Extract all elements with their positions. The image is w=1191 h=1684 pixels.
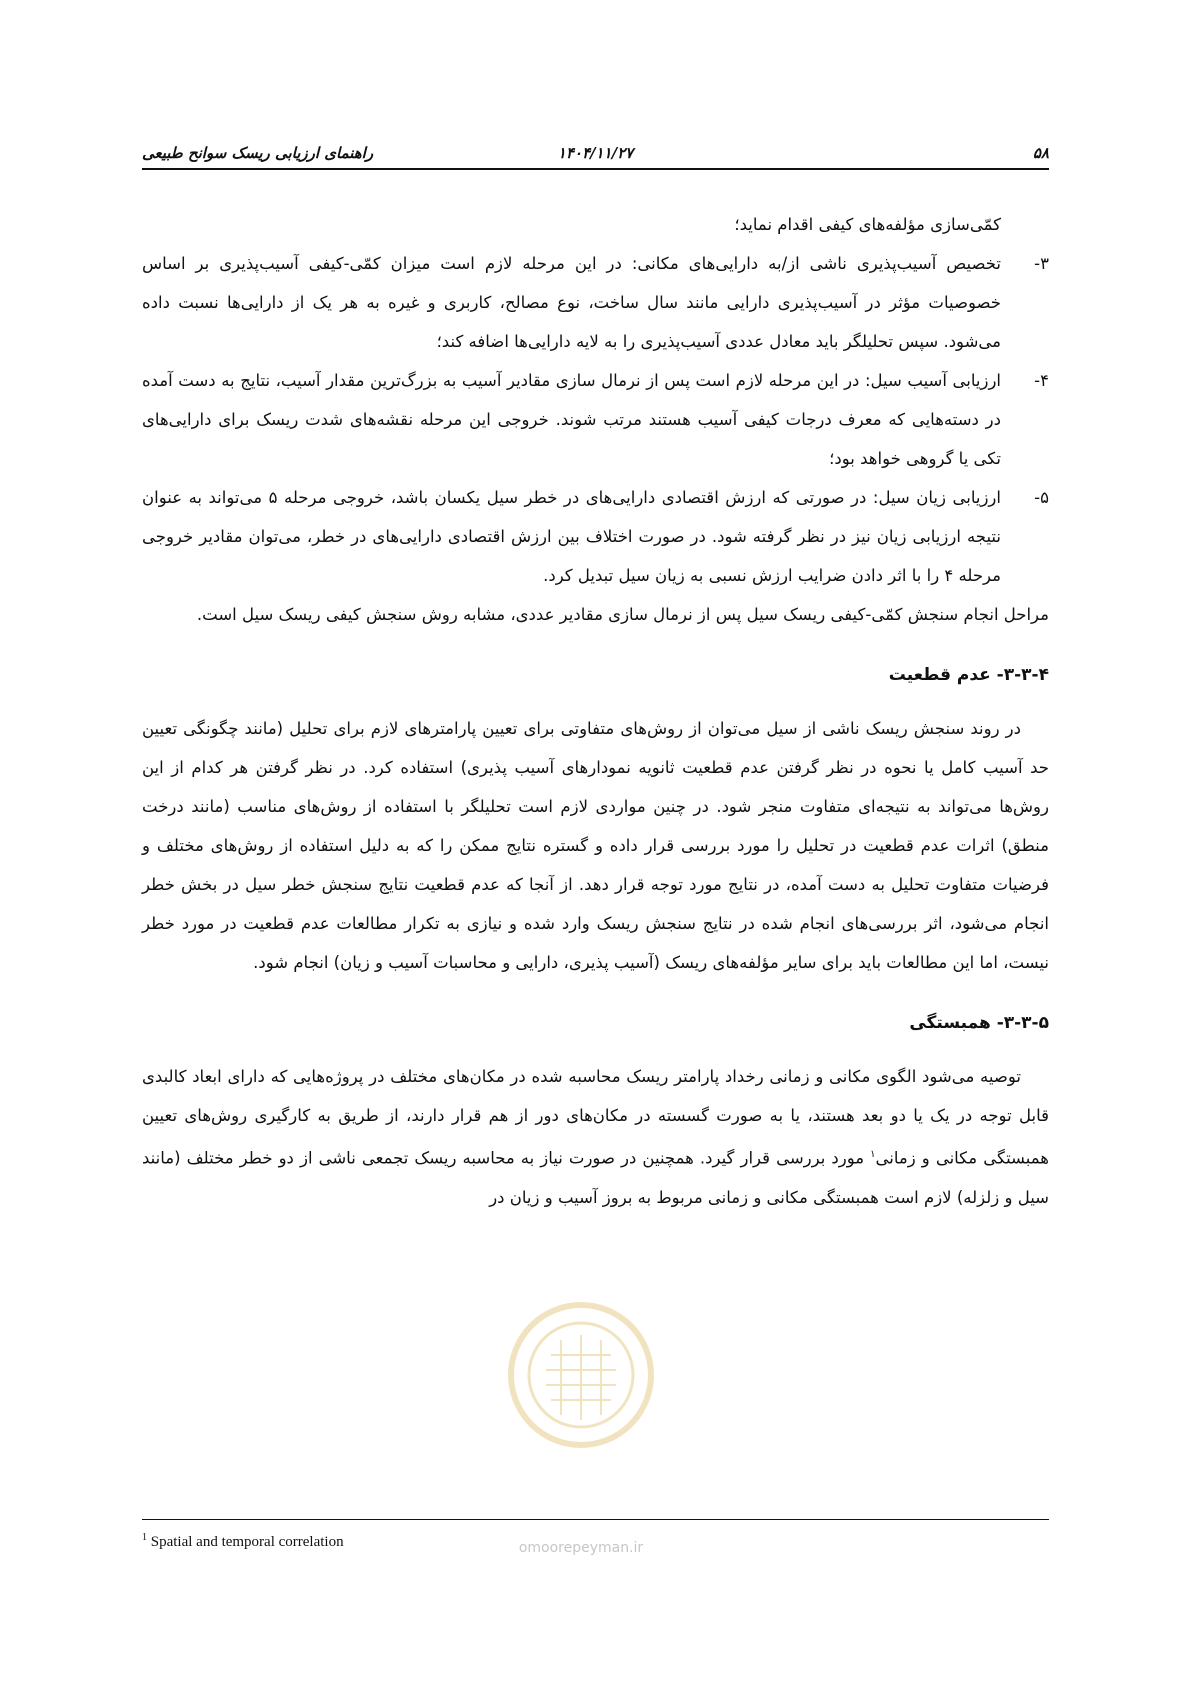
- correlation-text-part2: مورد بررسی قرار گیرد. همچنین در صورت نیاز به محاسبه ریسک تجمعی ناشی از دو خطر مختلف (مانند سیل و زلزله) لازم است همبستگی مکانی و زمانی مربوط به بروز آسیب و زیان در: [142, 1148, 1049, 1207]
- footnote-marker: 1: [142, 1532, 147, 1543]
- seal-logo-icon: [496, 1285, 666, 1465]
- page-number: ۵۸: [1032, 144, 1049, 162]
- header-date: ۱۴۰۴/۱۱/۲۷: [557, 144, 634, 162]
- section-title-uncertainty: ۳-۳-۴- عدم قطعیت: [888, 665, 1049, 685]
- list-item: [142, 478, 1049, 595]
- list-item-text: ارزیابی زیان سیل: در صورتی که ارزش اقتصادی دارایی‌های در خطر سیل یکسان باشد، خروجی مرحله ۵ می‌تواند به عنوان نتیجه ارزیابی زیان نیز در نظر گرفته شود. در صورت اختلاف بین ارزش اقتصادی دارایی‌های در خطر، می‌توان مقادیر خروجی مرحله ۴ را با اثر دادن ضرایب ارزش نسبی به زیان سیل تبدیل کرد.: [142, 488, 1001, 585]
- header-title: راهنمای ارزیابی ریسک سوانح طبیعی: [142, 144, 374, 162]
- header-divider: [142, 168, 1049, 170]
- section-title-correlation: ۳-۳-۵- همبستگی: [909, 1013, 1049, 1033]
- list-item: [142, 244, 1049, 361]
- section-text-uncertainty: در روند سنجش ریسک ناشی از سیل می‌توان از روش‌های متفاوتی برای تعیین پارامترهای لازم برای تحلیل (مانند چگونگی تعیین حد آسیب کامل یا نحوه در نظر گرفتن عدم قطعیت ثانویه نمودارهای آسیب پذیری) استفاده کرد. در نظر گرفتن هر کدام از این روش‌ها می‌تواند به نتیجه‌ای متفاوت منجر شود. در چنین مواردی لازم است تحلیلگر با استفاده از روش‌های مناسب (مانند درخت منطق) اثرات عدم قطعیت در تحلیل را مورد بررسی قرار داده و گستره نتایج ممکن را که به دلیل استفاده از روش‌های مختلف و فرضیات متفاوت تحلیل به دست آمده، در نتایج مورد توجه قرار دهد. از آنجا که عدم قطعیت نتایج سنجش خطر سیل در بخش خطر انجام می‌شود، اثر بررسی‌های انجام شده در نتایج سنجش ریسک وارد شده و نیازی به تکرار مطالعات عدم قطعیت در مورد خطر نیست، اما این مطالعات باید برای سایر مؤلفه‌های ریسک (آسیب پذیری، دارایی و محاسبات آسیب و زیان) انجام شود.: [142, 719, 1049, 972]
- list-item-text: ارزیابی آسیب سیل: در این مرحله لازم است پس از نرمال سازی مقادیر آسیب به بزرگ‌ترین مقدار آسیب، نتایج به دست آمده در دسته‌هایی که معرف درجات کیفی آسیب هستند مرتب شوند. خروجی این مرحله نقشه‌های شدت ریسک برای دارایی‌های تکی یا گروهی خواهد بود؛: [142, 371, 1001, 468]
- page-body: [142, 205, 1049, 1217]
- list-item: [142, 361, 1049, 478]
- intro-continuation: کمّی‌سازی مؤلفه‌های کیفی اقدام نماید؛: [734, 215, 1001, 234]
- watermark-text: omoorepeyman.ir: [518, 1540, 644, 1556]
- footnote-divider: [142, 1519, 1049, 1520]
- list-item-number: ۴-: [1034, 371, 1049, 390]
- list-item-number: ۳-: [1034, 254, 1049, 273]
- list-item-number: ۵-: [1034, 488, 1049, 507]
- footnote-text: Spatial and temporal correlation: [150, 1534, 344, 1550]
- list-item-text: تخصیص آسیب‌پذیری ناشی از/به دارایی‌های مکانی: در این مرحله لازم است میزان کمّی-کیفی آسیب‌پذیری بر اساس خصوصیات مؤثر در آسیب‌پذیری دارایی مانند سال ساخت، نوع مصالح، کاربری و غیره به هر یک از دارایی‌ها نسبت داده می‌شود. سپس تحلیلگر باید معادل عددی آسیب‌پذیری را به لایه دارایی‌ها اضافه کند؛: [142, 254, 1001, 351]
- closing-paragraph: مراحل انجام سنجش کمّی-کیفی ریسک سیل پس از نرمال سازی مقادیر عددی، مشابه روش سنجش کیفی ریسک سیل است.: [196, 605, 1049, 624]
- correlation-text-part1: توصیه می‌شود الگوی مکانی و زمانی رخداد پارامتر ریسک محاسبه شده در مکان‌های مختلف در پروژه‌هایی که دارای ابعاد کالبدی قابل توجه در یک یا دو بعد هستند، یا به صورت گسسته در مکان‌های دور از هم قرار دارند، از طریق به کارگیری روش‌های تعیین همبستگی مکانی و زمانی: [142, 1067, 1049, 1168]
- section-text-correlation: [142, 1057, 1049, 1217]
- page-header: [142, 140, 1049, 170]
- footnote-reference: ۱: [870, 1149, 876, 1160]
- footnote: [142, 1532, 344, 1551]
